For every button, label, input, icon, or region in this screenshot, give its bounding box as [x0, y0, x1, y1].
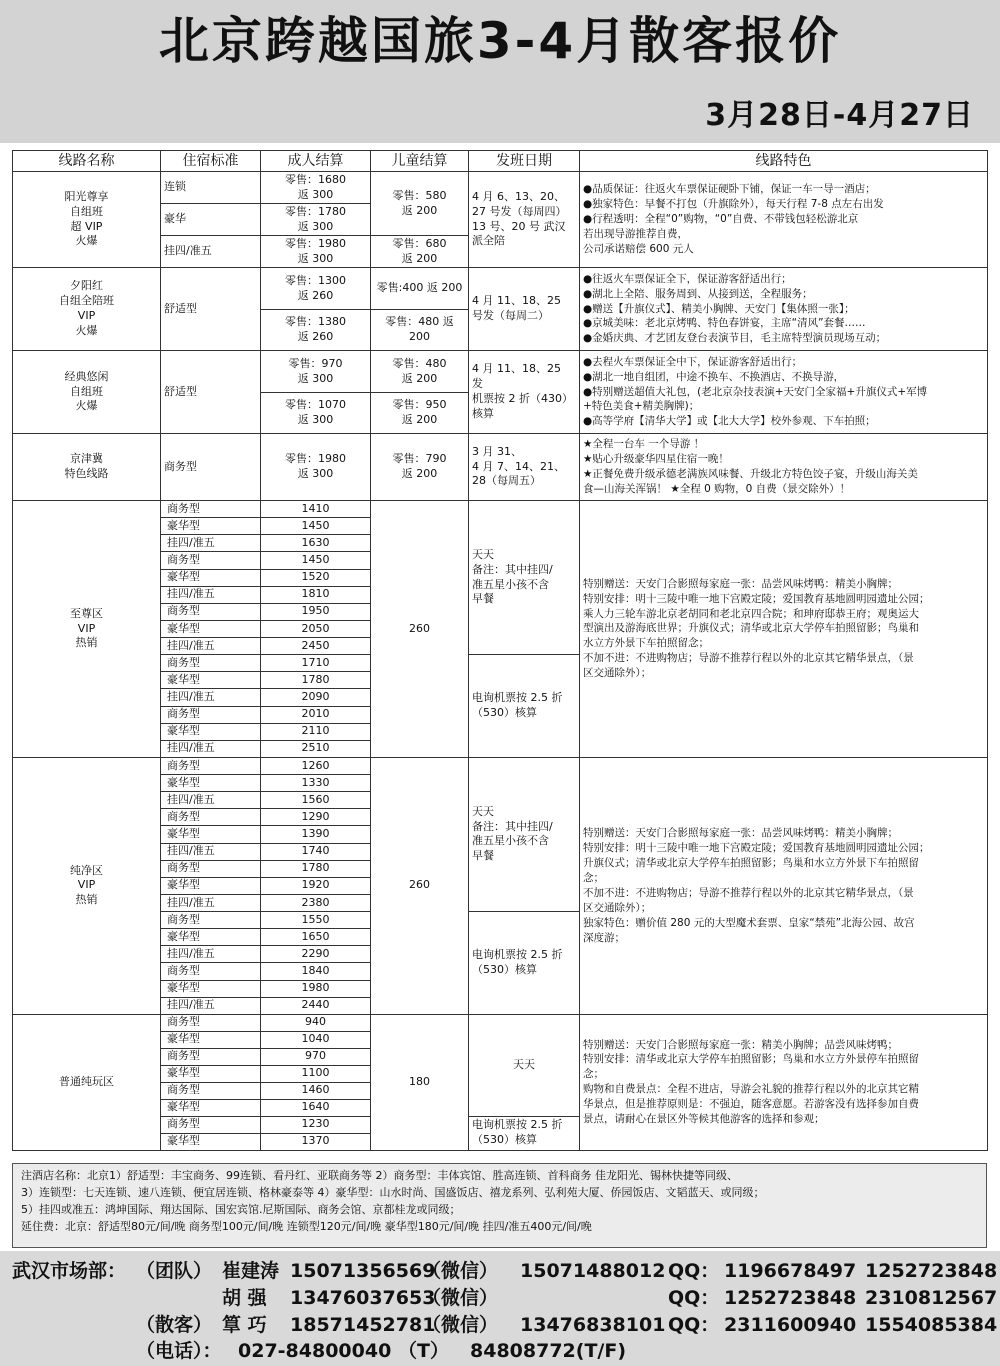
lodging-cell: 商务型 — [161, 603, 261, 620]
lodging-cell: 商务型 — [161, 552, 261, 569]
table-row — [13, 172, 988, 204]
child-price: 180 — [371, 1014, 469, 1150]
table-row — [13, 1014, 988, 1031]
adult-price: 2450 — [261, 638, 371, 655]
lodging-cell: 豪华型 — [161, 620, 261, 637]
lodging-cell: 豪华型 — [161, 569, 261, 586]
lodging-cell: 商务型 — [161, 809, 261, 826]
lodging-cell: 挂四/准五 — [161, 792, 261, 809]
adult-price: 零售：1380 返 260 — [261, 310, 371, 351]
adult-price: 1390 — [261, 826, 371, 843]
qq-label: QQ： — [668, 1314, 720, 1336]
adult-price: 1100 — [261, 1065, 371, 1082]
lodging-cell: 豪华型 — [161, 877, 261, 894]
table-row — [13, 351, 988, 393]
adult-price: 1560 — [261, 792, 371, 809]
table-row — [13, 268, 988, 310]
route-features: ●品质保证：往返火车票保证硬卧下铺，保证一车一导一酒店； ●独家特色：早餐不打包（升旗除外），每天行程 7-8 点左右出发 ●行程透明：全程“0”购物，“0”自费、不带钱包轻松游北京 若出现导游推荐自费， 公司承诺赔偿 600 元人 — [580, 172, 988, 268]
route-name: 纯净区 VIP 热销 — [13, 757, 161, 1014]
lodging-cell: 豪华 — [161, 204, 261, 236]
adult-price: 2050 — [261, 620, 371, 637]
adult-price: 1330 — [261, 775, 371, 792]
route-name: 普通纯玩区 — [13, 1014, 161, 1150]
lodging-cell: 豪华型 — [161, 826, 261, 843]
lodging-cell: 挂四/准五 — [161, 236, 261, 268]
wechat-label: （微信） — [422, 1314, 499, 1336]
adult-price: 1710 — [261, 655, 371, 672]
route-name: 阳光尊享 自组班 超 VIP 火爆 — [13, 172, 161, 268]
route-features: ●去程火车票保证全中下，保证游客舒适出行； ●湖北一地自组团，中途不换车、不换酒店、不换导游， ●特别赠送超值大礼包，(老北京杂技表演+天安门全家福+升旗仪式+军博 +特色美食+精美胸牌)； ●高等学府【清华大学】或【北大大学】校外参观、下车拍照； — [580, 351, 988, 434]
adult-price: 零售：1070 返 300 — [261, 393, 371, 434]
lodging-cell: 挂四/准五 — [161, 946, 261, 963]
adult-price: 1920 — [261, 877, 371, 894]
adult-price: 2440 — [261, 997, 371, 1014]
header-banner — [0, 0, 1000, 143]
qq-number: 1252723848 — [724, 1287, 857, 1309]
departure-dates: 3 月 31、 4 月 7、14、21、 28（每周五） — [469, 434, 580, 501]
lodging-cell: 商务型 — [161, 1116, 261, 1133]
tel-label: （电话）： — [136, 1340, 222, 1362]
adult-price: 1260 — [261, 757, 371, 774]
adult-price: 1740 — [261, 843, 371, 860]
child-price: 零售：680 返 200 — [371, 236, 469, 268]
adult-price: 1290 — [261, 809, 371, 826]
phone-number: 13476037653 — [290, 1287, 436, 1309]
table-row — [13, 501, 988, 518]
adult-price: 1450 — [261, 518, 371, 535]
lodging-cell: 商务型 — [161, 434, 261, 501]
adult-price: 1410 — [261, 501, 371, 518]
adult-price: 1780 — [261, 860, 371, 877]
lodging-cell: 豪华型 — [161, 723, 261, 740]
route-features: 特别赠送：天安门合影照每家庭一张：精美小胸牌；品尝风味烤鸭； 特别安排：清华或北京大学停车拍照留影；鸟巢和水立方外景停车拍照留 念； 购物和自费景点：全程不进店，导游会礼貌的推荐行程以外的北京其它精 华景点，但是推荐原则是：不强迫，随客意愿。若游客没有选择参加自费 景点，请耐心在景区外等候其他游客的选择和参观； — [580, 1014, 988, 1150]
adult-price: 1810 — [261, 586, 371, 603]
lodging-cell: 商务型 — [161, 1082, 261, 1099]
lodging-cell: 舒适型 — [161, 351, 261, 434]
lodging-cell: 挂四/准五 — [161, 740, 261, 757]
departure-dates: 天天 备注：其中挂四/ 准五星小孩不含 早餐 — [469, 501, 580, 655]
lodging-cell: 连锁 — [161, 172, 261, 204]
contact-name: 筸 巧 — [222, 1314, 267, 1336]
price-table-wrap — [12, 150, 987, 1151]
lodging-cell: 豪华型 — [161, 1031, 261, 1048]
lodging-cell: 商务型 — [161, 912, 261, 929]
child-price: 零售：950 返 200 — [371, 393, 469, 434]
lodging-cell: 豪华型 — [161, 1133, 261, 1150]
lodging-cell: 商务型 — [161, 1014, 261, 1031]
lodging-cell: 商务型 — [161, 757, 261, 774]
child-price: 零售：480 返 200 — [371, 351, 469, 393]
phone-number: 18571452781 — [290, 1314, 436, 1336]
adult-price: 1980 — [261, 980, 371, 997]
child-price: 零售：580 返 200 — [371, 172, 469, 236]
phone-number: 15071356569 — [290, 1260, 436, 1282]
adult-price: 1450 — [261, 552, 371, 569]
adult-price: 零售：1300 返 260 — [261, 268, 371, 310]
adult-price: 2290 — [261, 946, 371, 963]
wechat-label: （微信） — [422, 1287, 499, 1309]
lodging-cell: 商务型 — [161, 655, 261, 672]
col-header: 线路名称 — [13, 151, 161, 172]
lodging-cell: 豪华型 — [161, 518, 261, 535]
adult-price: 970 — [261, 1048, 371, 1065]
adult-price: 1370 — [261, 1133, 371, 1150]
adult-price: 1950 — [261, 603, 371, 620]
adult-price: 1460 — [261, 1082, 371, 1099]
lodging-cell: 挂四/准五 — [161, 843, 261, 860]
adult-price: 940 — [261, 1014, 371, 1031]
child-price: 260 — [371, 757, 469, 1014]
contact-name: 胡 强 — [222, 1287, 267, 1309]
departure-dates: 4 月 11、18、25 号发（每周二） — [469, 268, 580, 351]
lodging-cell: 豪华型 — [161, 1099, 261, 1116]
lodging-cell: 挂四/准五 — [161, 586, 261, 603]
lodging-cell: 挂四/准五 — [161, 689, 261, 706]
col-header: 线路特色 — [580, 151, 988, 172]
adult-price: 2510 — [261, 740, 371, 757]
retail-label: （散客） — [136, 1314, 213, 1336]
table-row — [13, 434, 988, 501]
adult-price: 1230 — [261, 1116, 371, 1133]
adult-price: 1630 — [261, 535, 371, 552]
route-name: 夕阳红 自组全陪班 VIP 火爆 — [13, 268, 161, 351]
departure-dates: 电询机票按 2.5 折 （530）核算 — [469, 655, 580, 758]
col-header: 发班日期 — [469, 151, 580, 172]
tel-number: 027-84800040 — [238, 1340, 392, 1362]
qq-number: 2311600940 — [724, 1314, 857, 1336]
adult-price: 2380 — [261, 894, 371, 911]
departure-dates: 电询机票按 2.5 折 （530）核算 — [469, 1116, 580, 1150]
lodging-cell: 挂四/准五 — [161, 894, 261, 911]
adult-price: 零售：1980 返 300 — [261, 236, 371, 268]
adult-price: 2090 — [261, 689, 371, 706]
adult-price: 零售：1980 返 300 — [261, 434, 371, 501]
lodging-cell: 豪华型 — [161, 672, 261, 689]
qq-number: 1554085384 — [865, 1314, 998, 1336]
qq-number: 1252723848 — [865, 1260, 998, 1282]
child-price: 零售:400 返 200 — [371, 268, 469, 310]
adult-price: 1780 — [261, 672, 371, 689]
lodging-cell: 商务型 — [161, 1048, 261, 1065]
table-header-row — [13, 151, 988, 172]
qq-number: 2310812567 — [865, 1287, 998, 1309]
note-line: 延住费：北京：舒适型80元/间/晚 商务型100元/间/晚 连锁型120元/间/晚 豪华型180元/间/晚 挂四/准五400元/间/晚 — [21, 1220, 592, 1233]
note-line: 3）连锁型：七天连锁、速八连锁、便宜居连锁、格林豪泰等 4）豪华型：山水时尚、国盛饭店、禧龙系列、弘利苑大厦、侨园饭店、文韬蓝天、或同级； — [21, 1186, 765, 1199]
adult-price: 1520 — [261, 569, 371, 586]
qq-number: 1196678497 — [724, 1260, 857, 1282]
market-label: 武汉市场部： — [12, 1260, 127, 1282]
group-chunjing — [13, 757, 988, 1014]
qq-label: QQ： — [668, 1260, 720, 1282]
lodging-cell: 舒适型 — [161, 268, 261, 351]
route-name: 京津冀 特色线路 — [13, 434, 161, 501]
fax-number: 84808772(T/F) — [470, 1340, 627, 1362]
group-zhizun — [13, 501, 988, 758]
child-price: 零售：480 返 200 — [371, 310, 469, 351]
col-header: 住宿标准 — [161, 151, 261, 172]
adult-price: 2110 — [261, 723, 371, 740]
adult-price: 1040 — [261, 1031, 371, 1048]
departure-dates: 天天 备注：其中挂四/ 准五星小孩不含 早餐 — [469, 757, 580, 911]
departure-dates: 电询机票按 2.5 折 （530）核算 — [469, 912, 580, 1015]
wechat-label: （微信） — [422, 1260, 499, 1282]
qq-label: QQ： — [668, 1287, 720, 1309]
page-title: 北京跨越国旅3-4月散客报价 — [158, 12, 842, 70]
adult-price: 2010 — [261, 706, 371, 723]
lodging-cell: 商务型 — [161, 706, 261, 723]
adult-price: 零售：1780 返 300 — [261, 204, 371, 236]
contact-footer — [0, 1251, 1000, 1366]
route-features: ●往返火车票保证全下，保证游客舒适出行； ●湖北上全陪、服务周到、从接到送，全程服务； ●赠送【升旗仪式】、精美小胸牌、天安门【集体照一张】； ●京城美味：老北京烤鸭、特色春饼宴，主席“清风”套餐…… ●金婚庆典、才艺团友登台表演节目，毛主席特型演员现场互动； — [580, 268, 988, 351]
hotel-notes — [12, 1163, 987, 1248]
adult-price: 1650 — [261, 929, 371, 946]
route-features: ★全程一台车 一个导游 ！ ★贴心升级豪华四星住宿一晚！ ★正餐免费升级承德老满族风味餐、升级北方特色饺子宴，升级山海关美 食—山海关浑锅！ ★全程 0 购物，0 自费（景交除外）！ — [580, 434, 988, 501]
adult-price: 零售：970 返 300 — [261, 351, 371, 393]
team-label: （团队） — [136, 1260, 213, 1282]
lodging-cell: 豪华型 — [161, 980, 261, 997]
lodging-cell: 商务型 — [161, 501, 261, 518]
lodging-cell: 挂四/准五 — [161, 638, 261, 655]
route-features: 特别赠送：天安门合影照每家庭一张：品尝风味烤鸭：精美小胸牌； 特别安排：明十三陵中唯一地下宫殿定陵；爱国教育基地圆明园遗址公园； 乘人力三轮车游北京老胡同和老北京四合院；和珅府邸恭王府；观奥运大 型演出及游海底世界；升旗仪式；清华或北京大学停车拍照留影；鸟巢和 水立方外景下车拍照留念； 不加不进：不进购物店；导游不推荐行程以外的北京其它精华景点，（景 区交通除外）； — [580, 501, 988, 758]
wechat-number: 15071488012 — [520, 1260, 666, 1282]
adult-price: 1640 — [261, 1099, 371, 1116]
col-header: 儿童结算 — [371, 151, 469, 172]
col-header: 成人结算 — [261, 151, 371, 172]
lodging-cell: 商务型 — [161, 963, 261, 980]
table-row — [13, 757, 988, 774]
note-line: 注酒店名称：北京1）舒适型：丰宝商务、99连锁、看丹红、亚联商务等 2）商务型：丰体宾馆、胜高连锁、首科商务 佳龙阳光、锡林快捷等同级、 — [21, 1169, 738, 1182]
route-features: 特别赠送：天安门合影照每家庭一张：品尝风味烤鸭：精美小胸牌； 特别安排：明十三陵中唯一地下宫殿定陵；爱国教育基地圆明园遗址公园； 升旗仪式；清华或北京大学停车拍照留影；鸟巢和水立方外景下车拍照留 念； 不加不进：不进购物店；导游不推荐行程以外的北京其它精华景点，（景 区交通除外）； 独家特色：赠价值 280 元的大型魔术套票、皇家“禁苑”北海公园、故宫 深度游； — [580, 757, 988, 1014]
departure-dates: 天天 — [469, 1014, 580, 1116]
departure-dates: 4 月 6、13、20、 27 号发（每周四） 13 号、20 号 武汉 派全陪 — [469, 172, 580, 268]
child-price: 260 — [371, 501, 469, 758]
adult-price: 1550 — [261, 912, 371, 929]
tel-t-label: （T） — [398, 1340, 449, 1362]
price-table — [12, 150, 988, 1151]
child-price: 零售：790 返 200 — [371, 434, 469, 501]
route-name: 至尊区 VIP 热销 — [13, 501, 161, 758]
lodging-cell: 豪华型 — [161, 929, 261, 946]
group-putong — [13, 1014, 988, 1150]
route-name: 经典悠闲 自组班 火爆 — [13, 351, 161, 434]
note-line: 5）挂四或准五：鸿坤国际、翔达国际、国宏宾馆.尼斯国际、商务会馆、京都桂龙或同级； — [21, 1203, 461, 1216]
lodging-cell: 豪华型 — [161, 1065, 261, 1082]
adult-price: 1840 — [261, 963, 371, 980]
lodging-cell: 挂四/准五 — [161, 535, 261, 552]
lodging-cell: 商务型 — [161, 860, 261, 877]
contact-name: 崔建涛 — [222, 1260, 280, 1282]
departure-dates: 4 月 11、18、25 发 机票按 2 折（430） 核算 — [469, 351, 580, 434]
lodging-cell: 豪华型 — [161, 775, 261, 792]
wechat-number: 13476838101 — [520, 1314, 666, 1336]
lodging-cell: 挂四/准五 — [161, 997, 261, 1014]
adult-price: 零售：1680 返 300 — [261, 172, 371, 204]
date-range: 3月28日-4月27日 — [705, 98, 974, 133]
